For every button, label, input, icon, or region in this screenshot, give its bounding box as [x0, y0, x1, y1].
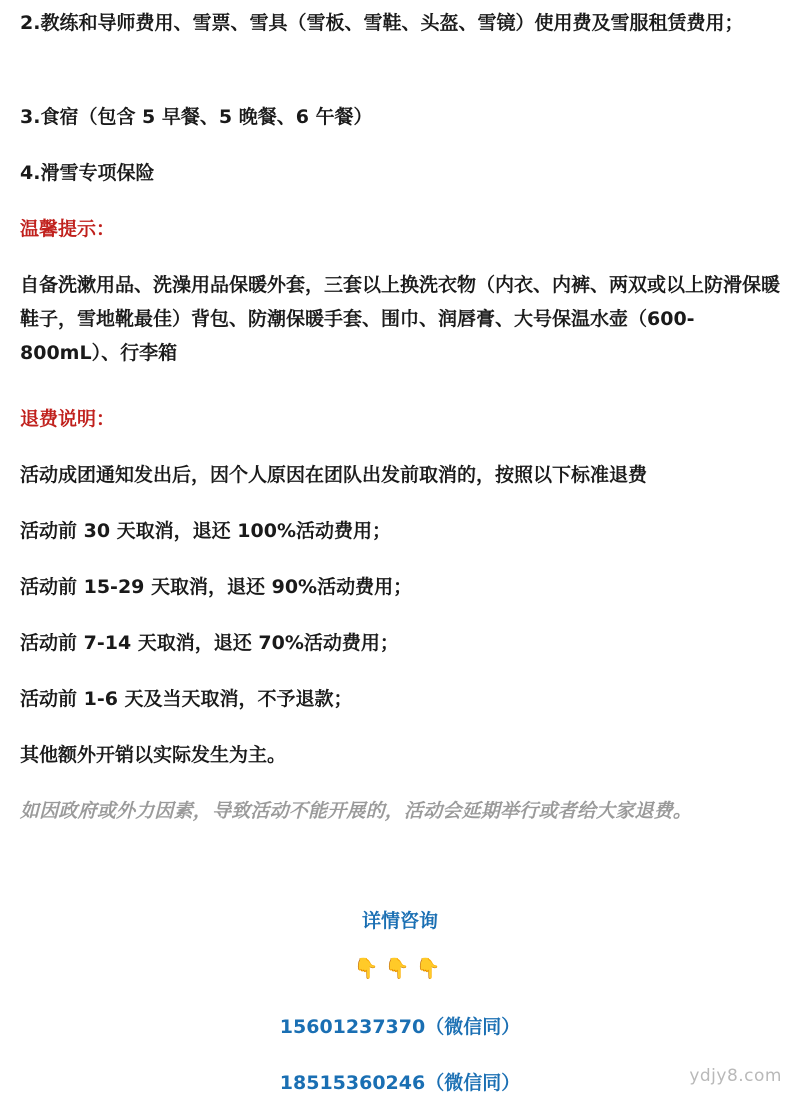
pointing-down-icon: 👇👇👇: [353, 956, 447, 980]
tips-heading: 温馨提示：: [20, 218, 116, 240]
refund-rule-1: 活动前 30 天取消，退还 100%活动费用；: [20, 520, 391, 542]
tips-body: 自备洗漱用品、洗澡用品保暖外套，三套以上换洗衣物（内衣、内裤、两双或以上防滑保暖鞋子，雪地靴最佳）背包、防潮保暖手套、围巾、润唇膏、大号保温水壶（600-800mL）、行李箱: [20, 274, 781, 364]
contact-phone-2[interactable]: 18515360246（微信同）: [279, 1072, 521, 1094]
watermark: ydjy8.com: [689, 1066, 782, 1086]
refund-intro: 活动成团通知发出后，因个人原因在团队出发前取消的，按照以下标准退费: [20, 464, 648, 486]
include-item-2: 2.教练和导师费用、雪票、雪具（雪板、雪鞋、头盔、雪镜）使用费及雪服租赁费用；: [20, 12, 744, 34]
refund-rule-3: 活动前 7-14 天取消，退还 70%活动费用；: [20, 632, 399, 654]
include-item-4: 4.滑雪专项保险: [20, 162, 155, 184]
refund-other: 其他额外开销以实际发生为主。: [20, 744, 287, 766]
include-item-3: 3.食宿（包含 5 早餐、5 晚餐、6 午餐）: [20, 106, 373, 128]
refund-rule-2: 活动前 15-29 天取消，退还 90%活动费用；: [20, 576, 413, 598]
contact-phone-1[interactable]: 15601237370（微信同）: [279, 1016, 521, 1038]
refund-note: 如因政府或外力因素，导致活动不能开展的，活动会延期举行或者给大家退费。: [20, 800, 693, 822]
contact-heading: 详情咨询: [361, 910, 438, 932]
refund-heading: 退费说明：: [20, 408, 116, 430]
refund-rule-4: 活动前 1-6 天及当天取消，不予退款；: [20, 688, 353, 710]
